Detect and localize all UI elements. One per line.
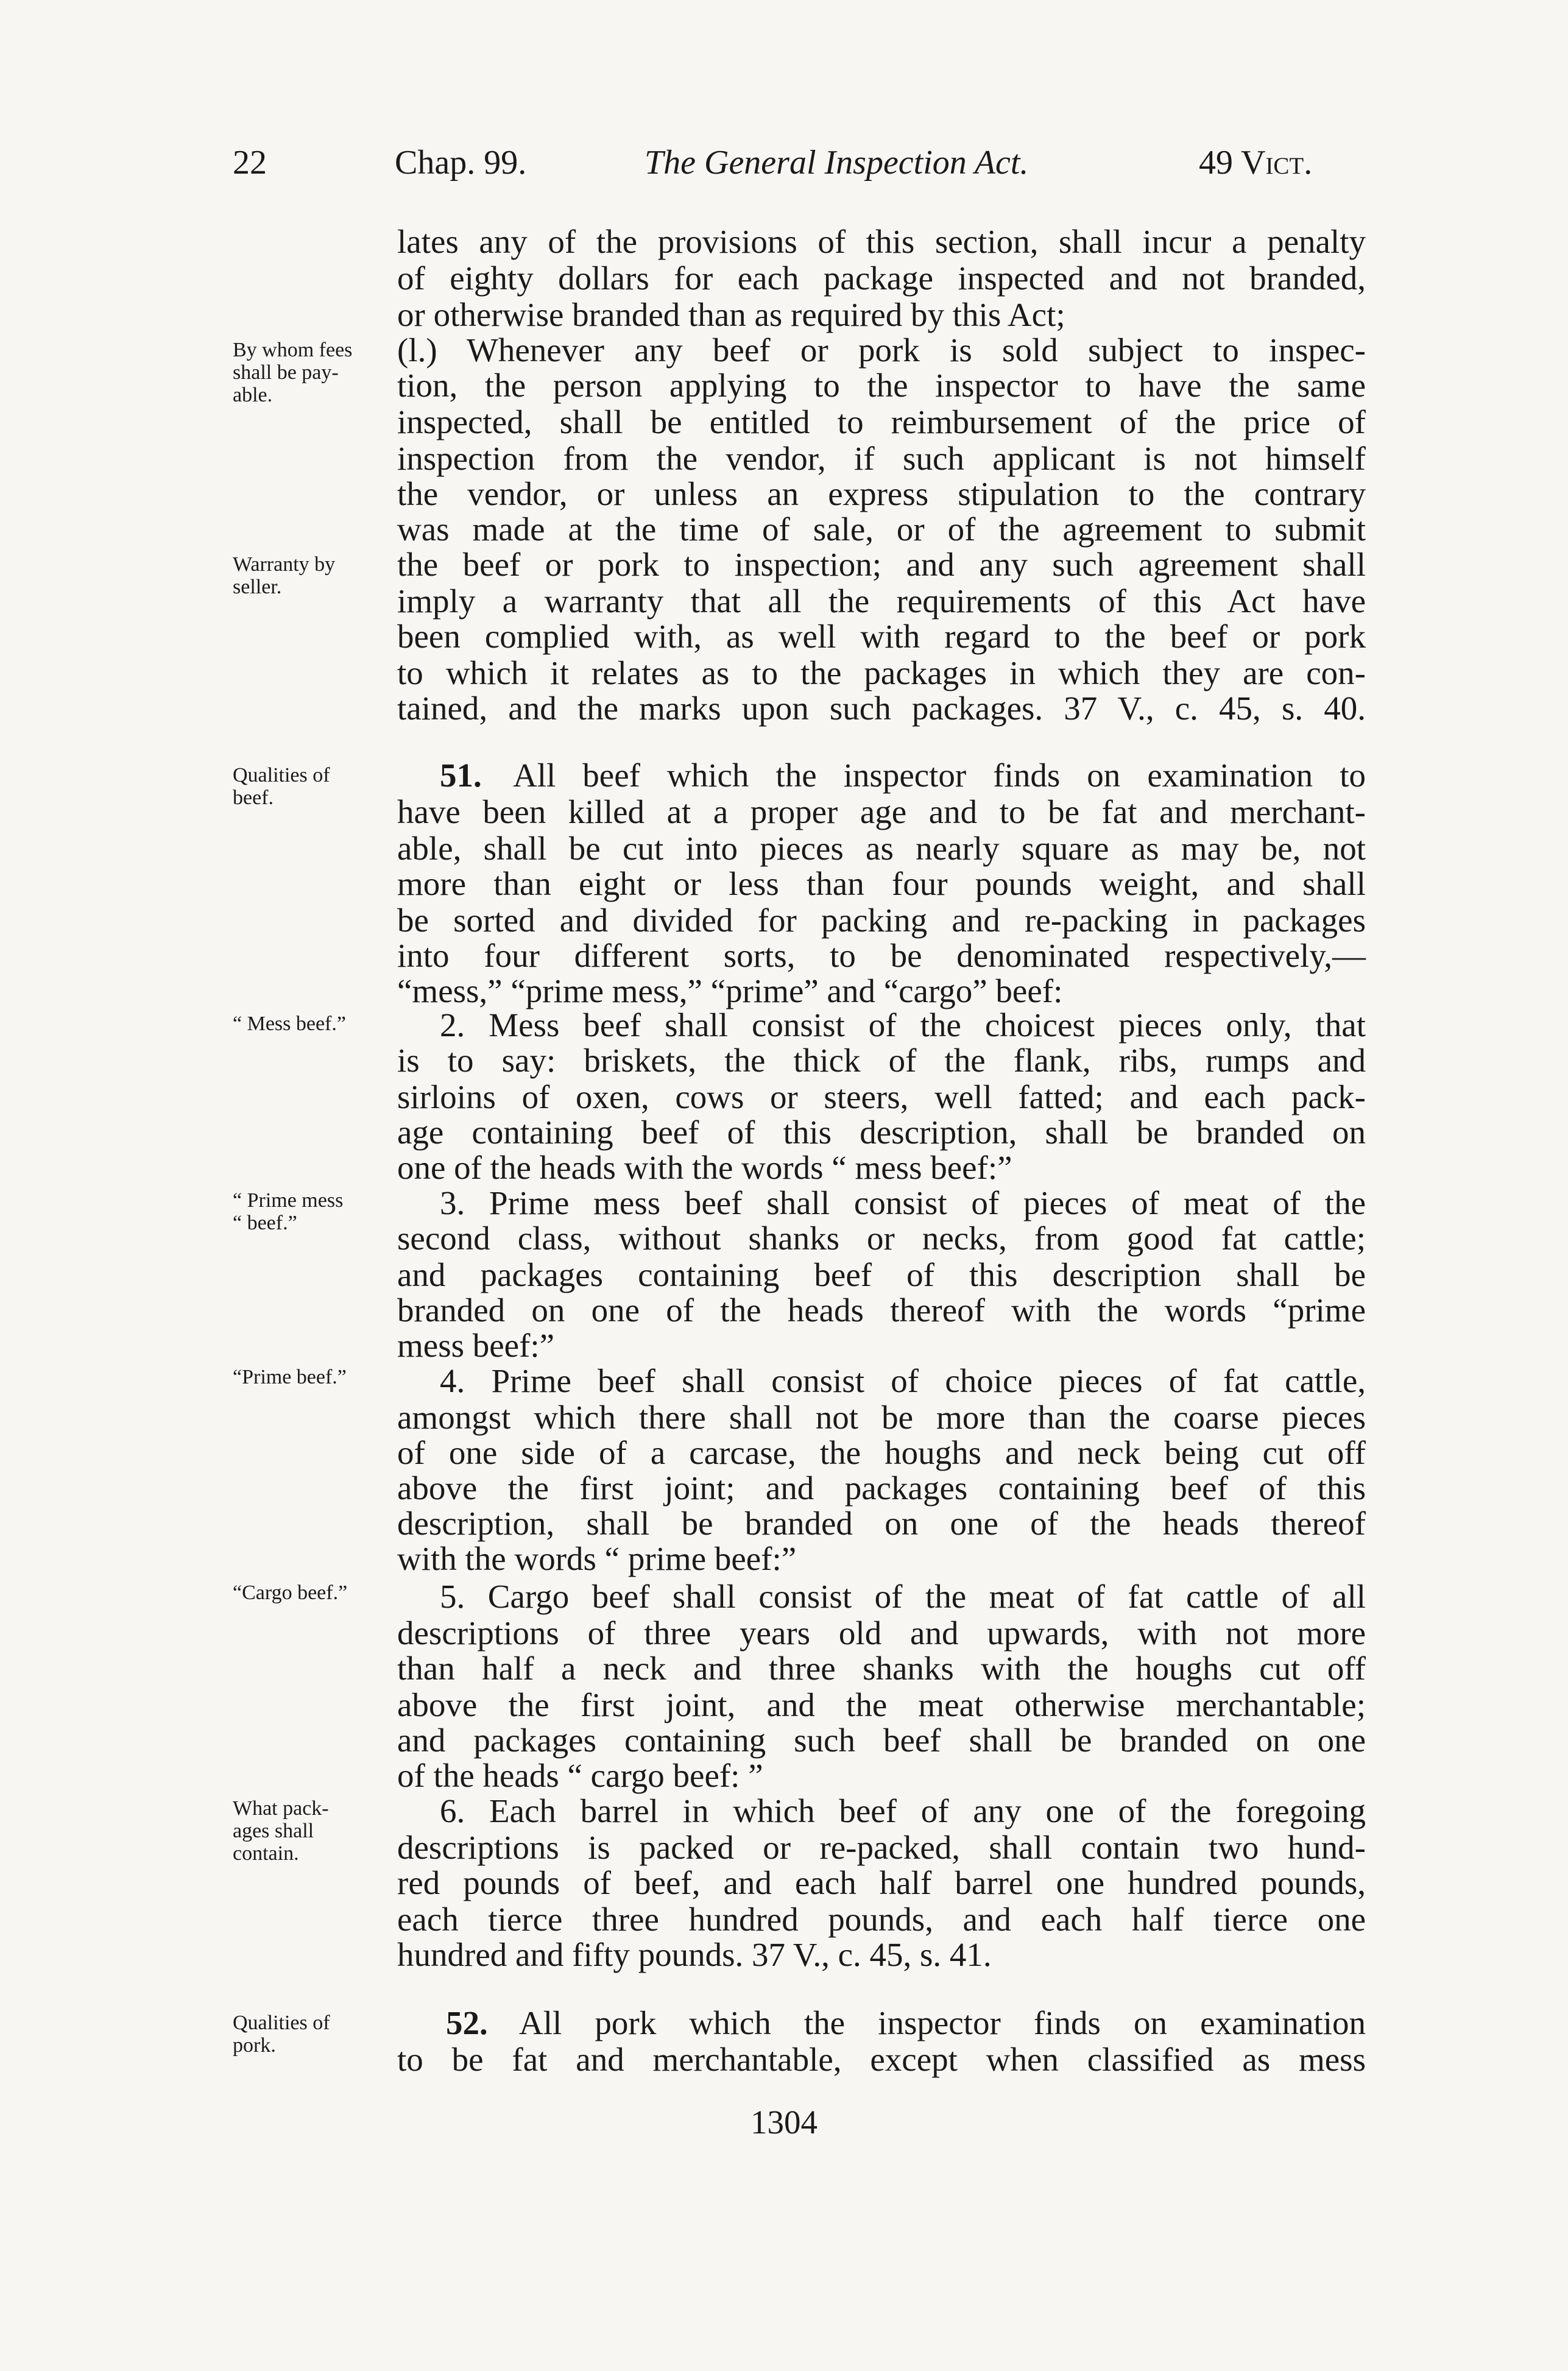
margin-note-line: pork. — [233, 2034, 276, 2057]
text-line: lates any of the provisions of this section, shall incur a penalty — [397, 223, 1366, 260]
chapter-label: Chap. 99. — [395, 144, 527, 182]
text-line: branded on one of the heads thereof with the words “prime — [397, 1292, 1366, 1329]
text-line: with the words “ prime beef:” — [397, 1540, 797, 1577]
text-line: mess beef:” — [397, 1327, 555, 1364]
margin-note-line: By whom fees — [233, 339, 353, 361]
margin-note-cargo-beef: “Cargo beef.” — [233, 1581, 348, 1604]
margin-note-line: beef. — [233, 786, 274, 809]
text-line: descriptions is packed or re-packed, shall contain two hund- — [397, 1829, 1366, 1866]
text-line: hundred and fifty pounds. 37 V., c. 45, s. 41. — [397, 1936, 992, 1973]
text-line: been complied with, as well with regard to the beef or pork — [397, 618, 1366, 655]
margin-note-line: What pack- — [233, 1797, 329, 1820]
text-line: 2. Mess beef shall consist of the choicest pieces only, that — [440, 1006, 1366, 1044]
text-line: tion, the person applying to the inspector to have the same — [397, 367, 1366, 404]
text-line: one of the heads with the words “ mess beef:” — [397, 1149, 1012, 1186]
text-line: the beef or pork to inspection; and any such agreement shall — [397, 546, 1366, 583]
section-number-51: 51. — [440, 757, 482, 794]
text-line: All pork which the inspector finds on examination — [519, 2004, 1366, 2041]
text-line: be sorted and divided for packing and re-packing in packages — [397, 902, 1366, 939]
margin-note-line: contain. — [233, 1842, 299, 1865]
text-line: 6. Each barrel in which beef of any one of the foregoing — [440, 1792, 1366, 1829]
margin-note-line: “ Prime mess — [233, 1189, 344, 1212]
margin-note-line: able. — [233, 384, 273, 406]
running-header — [0, 143, 1568, 186]
text-line: into four different sorts, to be denominated respectively,— — [397, 937, 1366, 974]
text-line: above the first joint, and the meat otherwise merchantable; — [397, 1686, 1366, 1723]
text-line: 5. Cargo beef shall consist of the meat of fat cattle of all — [440, 1578, 1366, 1615]
text-line: (l.) Whenever any beef or pork is sold subject to inspec- — [397, 331, 1366, 369]
page-number: 22 — [233, 144, 267, 182]
text-line: inspection from the vendor, if such applicant is not himself — [397, 440, 1366, 477]
margin-note-mess-beef: “ Mess beef.” — [233, 1012, 346, 1035]
text-line: each tierce three hundred pounds, and each half tierce one — [397, 1901, 1366, 1938]
regnal-year: 49 Vict. — [1199, 144, 1313, 182]
section-number-52: 52. — [446, 2004, 488, 2041]
text-line: or otherwise branded than as required by this Act; — [397, 296, 1065, 333]
text-line: and packages containing beef of this description shall be — [397, 1256, 1366, 1293]
text-line: the vendor, or unless an express stipulation to the contrary — [397, 475, 1366, 512]
margin-note-line: seller. — [233, 576, 282, 598]
margin-note-line: shall be pay- — [233, 361, 339, 384]
text-line: All beef which the inspector finds on examination to — [513, 757, 1366, 794]
text-line: second class, without shanks or necks, from good fat cattle; — [397, 1220, 1366, 1257]
act-title: The General Inspection Act. — [645, 144, 1029, 182]
text-line: than half a neck and three shanks with the houghs cut off — [397, 1650, 1366, 1687]
text-line: was made at the time of sale, or of the agreement to submit — [397, 511, 1366, 548]
text-line: red pounds of beef, and each half barrel one hundred pounds, — [397, 1864, 1366, 1901]
text-line: and packages containing such beef shall be branded on one — [397, 1722, 1366, 1759]
text-line: to which it relates as to the packages in which they are con- — [397, 654, 1366, 691]
margin-note-line: ages shall — [233, 1820, 314, 1842]
margin-note-line: Warranty by — [233, 553, 336, 576]
margin-note-prime-beef: “Prime beef.” — [233, 1366, 347, 1388]
text-line: of one side of a carcase, the houghs and neck being cut off — [397, 1434, 1366, 1471]
text-line: of eighty dollars for each package inspected and not branded, — [397, 260, 1366, 297]
text-line: above the first joint; and packages containing beef of this — [397, 1469, 1366, 1507]
text-line: description, shall be branded on one of the heads thereof — [397, 1505, 1366, 1542]
margin-note-line: Qualities of — [233, 2012, 330, 2034]
text-line: age containing beef of this description, shall be branded on — [397, 1114, 1366, 1151]
text-line: have been killed at a proper age and to be fat and merchant- — [397, 793, 1366, 830]
text-line: amongst which there shall not be more than the coarse pieces — [397, 1399, 1366, 1436]
text-line: sirloins of oxen, cows or steers, well fatted; and each pack- — [397, 1078, 1366, 1115]
text-line: more than eight or less than four pounds weight, and shall — [397, 865, 1366, 902]
text-line: is to say: briskets, the thick of the flank, ribs, rumps and — [397, 1042, 1366, 1079]
text-line: able, shall be cut into pieces as nearly square as may be, not — [397, 830, 1366, 867]
text-line: 4. Prime beef shall consist of choice pieces of fat cattle, — [440, 1362, 1366, 1399]
margin-note-line: Qualities of — [233, 764, 330, 786]
margin-note-line: “ beef.” — [233, 1212, 297, 1234]
text-line: 3. Prime mess beef shall consist of pieces of meat of the — [440, 1184, 1366, 1221]
text-line: descriptions of three years old and upwards, with not more — [397, 1614, 1366, 1652]
text-line: tained, and the marks upon such packages. 37 V., c. 45, s. 40. — [397, 690, 1366, 727]
folio-number: 1304 — [750, 2104, 818, 2141]
text-line: inspected, shall be entitled to reimbursement of the price of — [397, 403, 1366, 440]
text-line: imply a warranty that all the requirements of this Act have — [397, 582, 1366, 620]
text-line: of the heads “ cargo beef: ” — [397, 1757, 763, 1794]
text-line: to be fat and merchantable, except when classified as mess — [397, 2041, 1366, 2078]
text-line: “mess,” “prime mess,” “prime” and “cargo” beef: — [397, 972, 1063, 1009]
